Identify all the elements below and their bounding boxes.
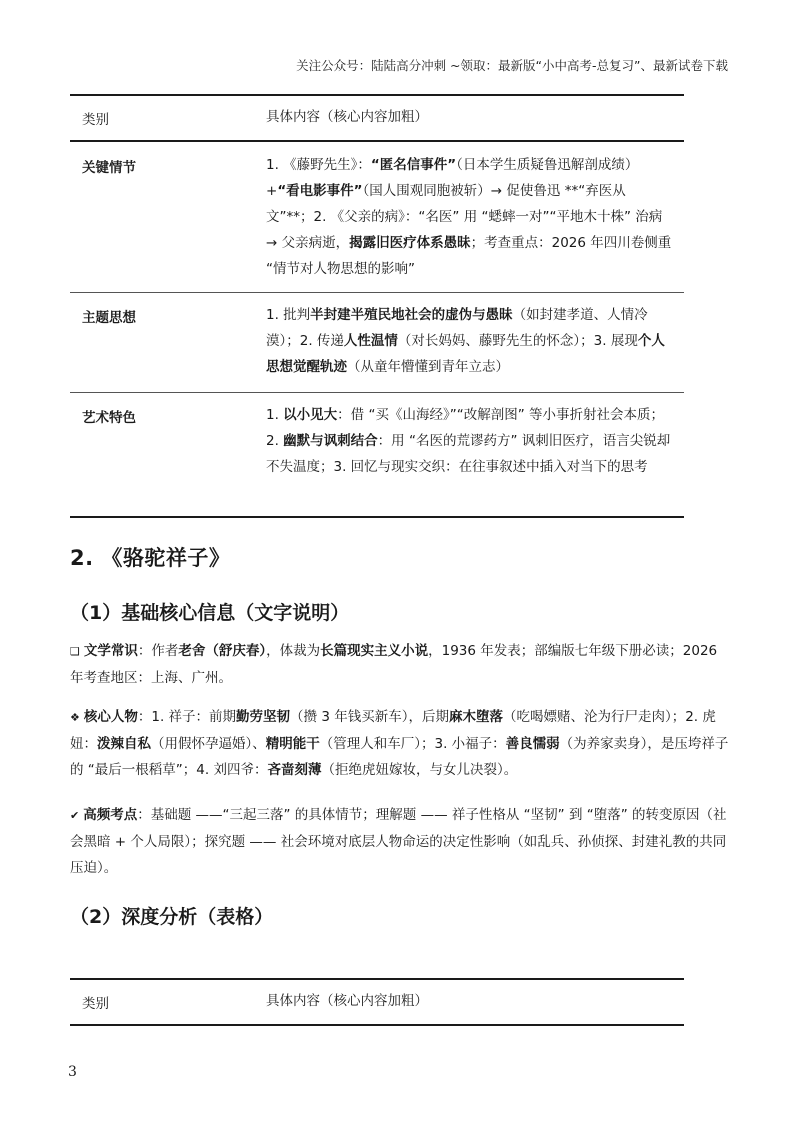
row-content [266,152,672,282]
diamond-bullet-icon: ❖ [70,711,80,724]
text-run: （拒绝虎妞嫁妆，与女儿决裂）。 [321,762,518,778]
text-run: （如封建孝道、人情冷漠）；2. 传递 [266,307,648,349]
paragraph-literary-facts [70,638,730,691]
square-bullet-icon: ❑ [70,645,80,658]
text-run: ：用 “名医的荒谬药方” 讽刺旧医疗，语言尖锐却不失温度；3. 回忆与现实交织：在往事叙述中插入对当下的思考 [266,433,671,475]
text-run: 1. 批判 [266,307,311,323]
text-run: ，1936 年发表；部编版七年级下册必读；2026 年考查地区：上海、广州。 [70,643,718,686]
column-header-category: 类别 [82,112,109,128]
subsection-heading: （1）基础核心信息（文字说明） [70,602,350,624]
table-camel-xiangzi [70,978,684,1030]
bold-text: 文学常识 [83,643,138,659]
bold-text: 精明能干 [265,736,320,752]
text-run: ：1. 祥子：前期 [137,709,237,725]
text-run: （攒 3 年钱买新车），后期 [290,709,449,725]
bold-text: 半封建半殖民地社会的虚伪与愚昧 [310,307,513,323]
text-run: （日本学生质疑鲁迅解剖成绩）+ [266,157,639,199]
text-run: ：借 “买《山海经》”“改解剖图” 等小事折射社会本质；2. [266,407,664,449]
text-run: （对长妈妈、藤野先生的怀念）；3. 展现 [397,333,638,349]
text-run: （为养家卖身），是压垮祥子的 “最后一根稻草”；4. 刘四爷： [70,736,729,778]
text-run: ；考查重点：2026 年四川卷侧重 “情节对人物思想的影响” [266,235,672,277]
bold-text: 吝啬刻薄 [267,762,322,778]
bold-text: 善良懦弱 [505,736,560,752]
bold-text: 高频考点 [83,807,138,823]
row-divider [70,292,684,293]
column-header-content: 具体内容（核心内容加粗） [266,109,428,125]
text-run: 1. [266,407,284,423]
paragraph-text [70,709,728,778]
text-run: （管理人和车厂）；3. 小福子： [319,736,506,752]
bold-text: 泼辣自私 [97,736,151,752]
text-run: （吃喝嫖赌、沦为行尸走肉）；2. 虎妞： [70,709,716,752]
table-luxun [70,94,684,520]
bold-text: 勤劳坚韧 [236,709,291,725]
text-run: ，体裁为 [266,643,321,659]
table-top-rule [70,978,684,980]
text-run: ：基础题 ——“三起三落” 的具体情节；理解题 —— 祥子性格从 “坚韧” 到 “堕落” 的转变原因（社会黑暗 + 个人局限）；探究题 —— 社会环境对底层人物命运的决定性影响（如乱兵、孙侦探、封建礼教的共同压迫）。 [70,807,727,876]
subsection-heading: （2）深度分析（表格） [70,906,274,928]
bold-text: 个人思想觉醒轨迹 [266,333,665,375]
text-run: （用假怀孕逼婚）、 [151,736,266,752]
bold-text: “看电影事件” [277,183,363,199]
bold-text: 幽默与讽刺结合 [283,433,378,449]
bold-text: 以小见大 [283,407,338,423]
bold-text: 人性温情 [343,333,398,349]
section-heading: 2. 《骆驼祥子》 [70,546,231,570]
text-run: 1. 《藤野先生》： [266,157,371,173]
column-header-category: 类别 [82,996,109,1012]
bold-text: 长篇现实主义小说 [320,643,429,659]
row-category: 主题思想 [82,310,136,326]
table-bottom-rule [70,516,684,518]
paragraph-text [70,807,727,876]
table-top-rule [70,94,684,96]
row-content [266,302,672,380]
column-header-content: 具体内容（核心内容加粗） [266,993,428,1009]
row-category: 艺术特色 [82,410,136,426]
checkmark-bullet-icon: ✔ [70,809,80,822]
page-header: 关注公众号：陆陆高分冲刺 ~领取：最新版“小中高考-总复习”、最新试卷下载 [296,58,728,73]
row-content [266,402,672,480]
bold-text: 揭露旧医疗体系愚昧 [349,235,471,251]
row-category: 关键情节 [82,160,136,176]
row-divider [70,392,684,393]
bold-text: 麻木堕落 [448,709,503,725]
paragraph-exam-points [70,802,730,881]
bold-text: “匿名信事件” [370,157,457,173]
text-run: （国人围观同胞被斩）→ 促使鲁迅 **“弃医从文”**；2. 《父亲的病》：“名医” 用 “蟋蟀一对”“平地木十株” 治病→ 父亲病逝， [266,183,663,251]
text-run: ：作者 [137,643,179,659]
table-header-rule [70,140,684,142]
bold-text: 老舍（舒庆春） [178,643,267,659]
page-number: 3 [68,1064,77,1080]
paragraph-text [70,643,717,686]
table-header-rule [70,1024,684,1026]
text-run: （从童年懵懂到青年立志） [347,359,509,375]
paragraph-core-characters [70,704,730,783]
bold-text: 核心人物 [83,709,138,725]
